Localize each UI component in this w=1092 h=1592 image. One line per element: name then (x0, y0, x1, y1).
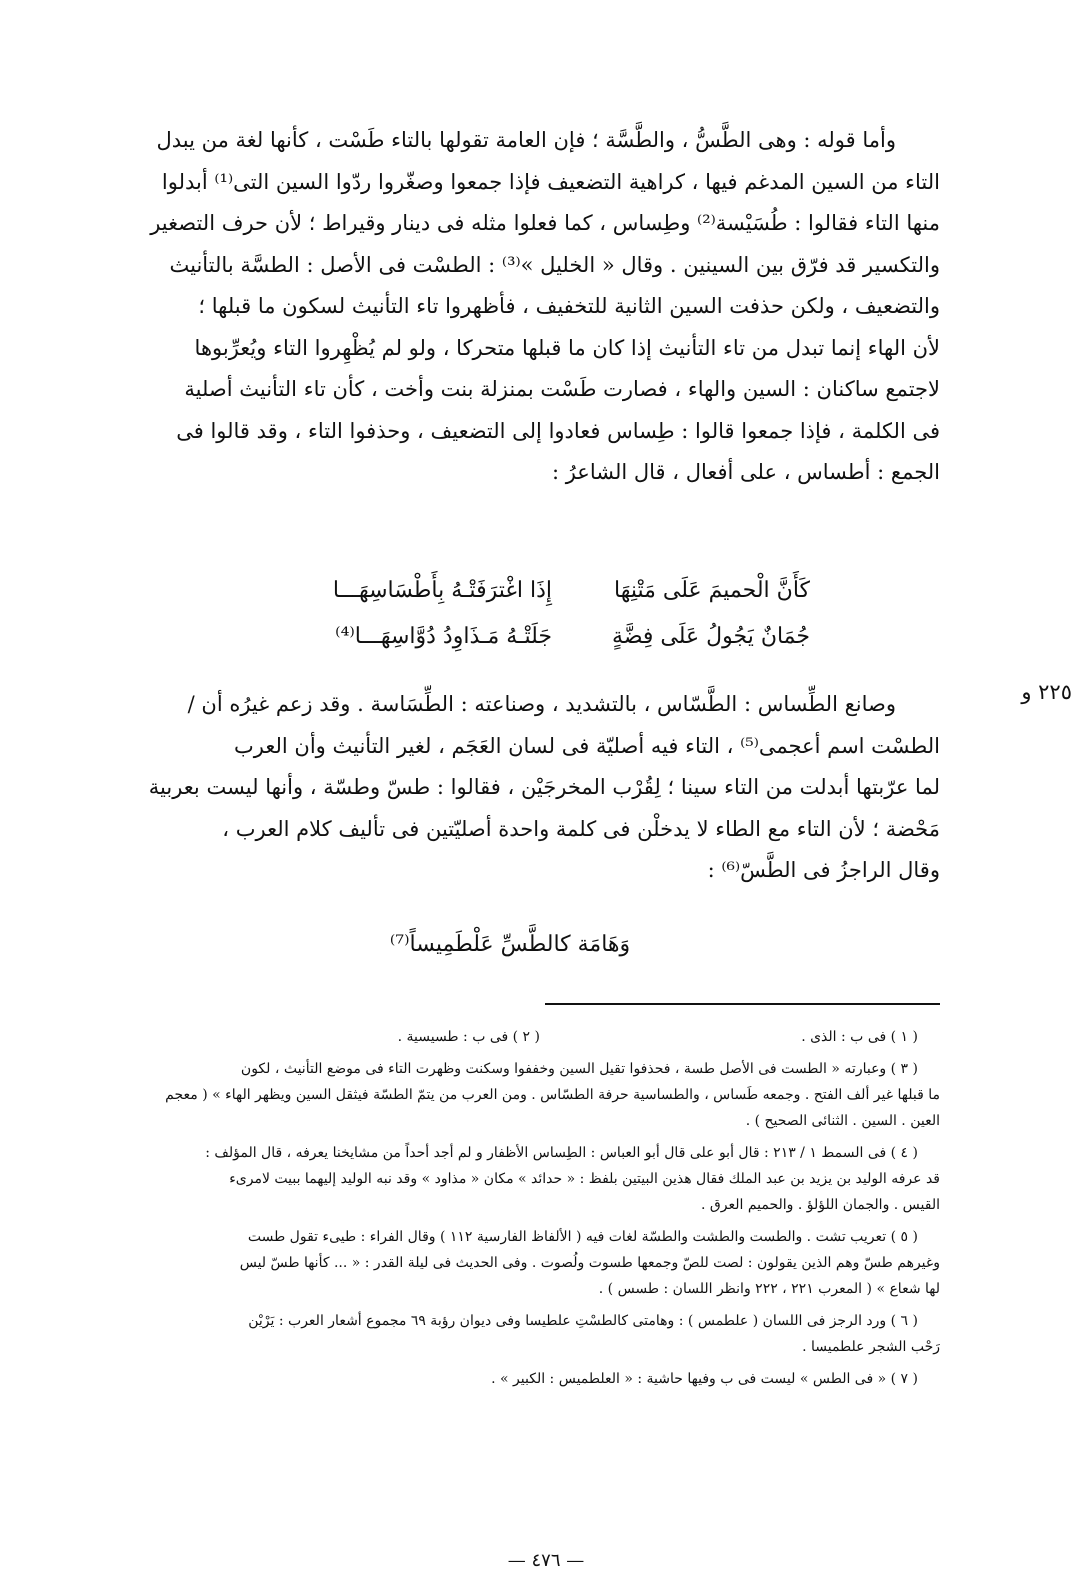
footnote-5-line: ( ٥ ) تعريب تشت . والطست والطشت والطسّة لغات فيه ( الألفاظ الفارسية ١١٢ ) وقال الفراء : طيىء تقول طست (247, 1229, 918, 1245)
footnote-3-line: ما قبلها غير ألف الفتح . وجمعه طَساس ، والطساسية حرفة الطسّاس . ومن العرب من يتمّ الطسّة فيثقل السين ويظهر الهاء » ( معجم (165, 1087, 940, 1103)
main-paragraph-2 (100, 684, 940, 892)
footnote-5-line: وغيرهم طسّ وهم الذين يقولون : لصت للصّ وجمعها طسوت ولُصوت . وفى الحديث فى ليلة القدر : « ... كأنها طسّ ليس (239, 1255, 940, 1271)
manuscript-folio-marker: ٢٢٥ و (1021, 680, 1072, 704)
text-line: والتكسير قد فرّق بين السينين . وقال « الخليل »⁽³⁾ : الطسْت فى الأصل : الطسَّة بالتأنيث (169, 252, 940, 277)
page-number: — ٤٧٦ — (507, 1550, 585, 1571)
verse-hemistich-left: إِذَا اغْترَفَتْـهُ بِأَطْسَاسِهَـــا (332, 578, 552, 603)
text-line: الطسْت اسم أعجمى⁽⁵⁾ ، التاء فيه أصليّة فى لسان العَجَم ، لغير التأنيث وأن العرب (234, 733, 940, 758)
footnote-3-line: العين . السين . الثنائى الصحيح ) . (745, 1113, 940, 1129)
text-line: لأن الهاء إنما تبدل من تاء التأنيث إذا كان ما قبلها متحركا ، ولو لم يُظْهِروا التاء ويُعرِّبوها (194, 335, 940, 360)
verse-hemistich-right: كَأَنَّ الْحميمَ عَلَى مَتْنِهَا (614, 578, 810, 603)
text-line: منها التاء فقالوا : طُسَيْسة⁽²⁾ وطِساس ، كما فعلوا مثله فى دينار وقيراط ؛ لأن حرف التصغير (150, 211, 940, 235)
footnote-5-line: لها شعاع » ( المعرب ٢٢١ ، ٢٢٢ وانظر اللسان : طسس ) . (598, 1281, 940, 1297)
footnote-row-1-2 (100, 1024, 940, 1050)
footnote-divider (545, 1003, 940, 1005)
footnote-6-line: ( ٦ ) ورد الرجز فى اللسان ( علطمس ) : وهامتى كالطسْتِ علطيسا وفى ديوان رؤبة ٦٩ مجموع أشعار العرب : يَرْيْن (248, 1313, 918, 1329)
text-line: وقال الراجزُ فى الطَّسّ⁽⁶⁾ : (707, 858, 940, 882)
footnote-1: ( ١ ) فى ب : الذى . (801, 1029, 918, 1045)
footnote-4-line: قد عرفه الوليد بن يزيد بن عبد الملك فقال هذين البيتين بلفظ : « حدائد » مكان « مذاود » وقد نبه الوليد إليهما ببيت لامرىء (229, 1171, 940, 1187)
text-line: فى الكلمة ، فإذا جمعوا قالوا : طِساس فعادوا إلى التضعيف ، وحذفوا التاء ، وقد قالوا فى (176, 418, 940, 443)
text-line: الجمع : أطساس ، على أفعال ، قال الشاعرُ : (551, 460, 940, 484)
poem-verse-1 (0, 578, 1092, 618)
footnote-4-line: القيس . والجمان اللؤلؤ . والحميم العرق . (700, 1197, 940, 1213)
text-line: مَحْضة ؛ لأن التاء مع الطاء لا يدخلْن فى كلمة واحدة أصليّتين فى تأليف كلام العرب ، (222, 816, 940, 841)
text-line: وأما قوله : وهى الطَّسُّ ، والطَّسَّة ؛ فإن العامة تقولها بالتاء طَسْت ، كأنها لغة من يبدل (156, 128, 896, 152)
main-paragraph-1 (100, 120, 940, 494)
text-line: والتضعيف ، ولكن حذفت السين الثانية للتخفيف ، فأظهروا تاء التأنيث لسكون ما قبلها ؛ (198, 294, 940, 318)
verse-hemistich-right: جُمَانٌ يَجُولُ عَلَى فِضَّةٍ (612, 624, 810, 649)
verse-hemistich-left: جَلَتْـهُ مَـذَاوِدُ دُوَّاسِهَـــا⁽⁴⁾ (335, 624, 552, 649)
text-line: لما عرّبتها أبدلت من التاء سينا ؛ لِقُرْب المخرجَيْن ، فقالوا : طسّ وطسّة ، وأنها ليست بعربية (148, 775, 940, 799)
poem-verse-2 (0, 624, 1092, 664)
text-line: وصانع الطِّساس : الطَّسّاس ، بالتشديد ، وصناعته : الطِّسَاسة . وقد زعم غيرُه أن / (187, 692, 896, 716)
text-line: التاء من السين المدغم فيها ، كراهية التضعيف فإذا جمعوا وصغّروا ردّوا السين التى⁽¹⁾ أبدلوا (161, 169, 940, 194)
footnotes-section (100, 1024, 940, 1392)
footnote-6-line: رَحْب الشجر علطميسا . (802, 1339, 940, 1355)
text-line: لاجتمع ساكنان : السين والهاء ، فصارت طَسْت بمنزلة بنت وأخت ، كأن تاء التأنيث أصلية (184, 377, 940, 401)
rajaz-verse: وَهَامَة كالطَّسِّ عَلْطَمِيساً⁽⁷⁾ (389, 932, 631, 957)
footnote-7: ( ٧ ) « فى الطس » ليست فى ب وفيها حاشية : « العلطميس : الكبير » . (491, 1371, 918, 1387)
footnote-2: ( ٢ ) فى ب : طسيسية . (397, 1029, 540, 1045)
footnote-4-line: ( ٤ ) فى السمط ١ / ٢١٣ : قال أبو على قال أبو العباس : الطِساس الأظفار و لم أجد أحداً من مشايخنا يعرفه ، قال المؤلف : (205, 1145, 918, 1161)
footnote-3-line: ( ٣ ) وعبارته « الطست فى الأصل طسة ، فحذفوا تقيل السين وخففوا وسكنت وظهرت التاء فى موضع التأنيث ، لكون (240, 1061, 918, 1077)
